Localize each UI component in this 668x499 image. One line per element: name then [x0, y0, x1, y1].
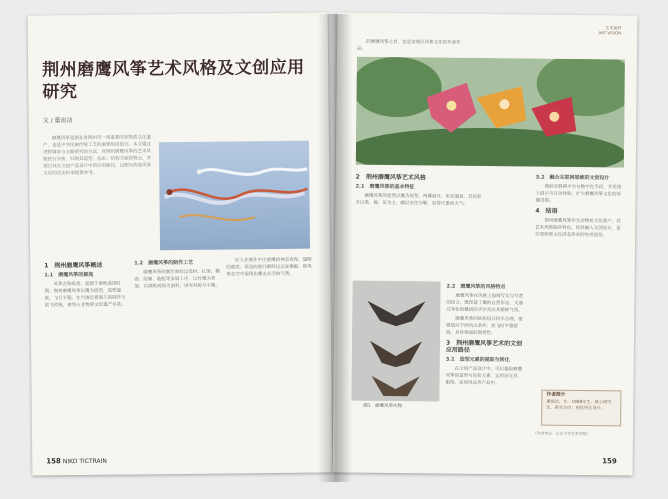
author-affiliation: （作者单位：长江大学艺术学院） — [532, 430, 590, 437]
subsection-heading: 1.2 磨鹰风筝的制作工艺 — [134, 259, 194, 267]
page-number: 159 — [602, 457, 617, 466]
right-column-1 — [355, 171, 483, 210]
subsection-heading: 2.1 磨鹰风筝的基本特征 — [355, 183, 415, 191]
kites-in-tree-photo — [356, 57, 625, 168]
author-line: 文 / 董雨洁 — [42, 117, 73, 125]
left-page — [28, 12, 333, 475]
body-paragraph: 磨鹰风筝的造型以鹰为原型，两翼展开，形态逼真。其色彩多以黑、褐、灰为主，辅以金色勾勒，显得庄重而大气。 — [355, 193, 482, 207]
section-heading: 3 荆州磨鹰风筝艺术的文创应用路径 — [445, 339, 523, 354]
left-column-1 — [44, 259, 129, 312]
right-top-text — [357, 39, 467, 56]
section-heading: 4 结语 — [535, 207, 558, 215]
header-en: ART VISION — [598, 30, 622, 36]
subsection-heading: 2.2 磨鹰风筝的风格特点 — [446, 283, 506, 291]
section-heading: 1 荆州磨鹰风筝概述 — [44, 261, 103, 270]
body-paragraph: 磨鹰风筝的制作需经过选材、扎架、糊面、绘制、装配等多道工序，以竹篾为骨架，以绵纸或绢为面料，讲究对称与平衡。 — [134, 269, 220, 290]
left-column-3 — [226, 257, 314, 281]
body-paragraph: 借助互联网平台与数字化手段，开发线上展示与互动体验，扩大磨鹰风筝文化的传播范围。 — [535, 184, 622, 204]
subsection-heading: 1.1 磨鹰风筝的源流 — [44, 271, 94, 279]
left-column-2 — [134, 258, 220, 293]
right-column-2 — [535, 173, 622, 242]
right-column-middle — [445, 282, 524, 390]
body-paragraph: 的磨鹰风筝之首，也是该地区风筝文化的代表作品。 — [357, 39, 461, 52]
subsection-heading: 3.1 造型元素的提取与转化 — [445, 356, 510, 364]
right-page — [333, 12, 638, 475]
header-cn: 艺术视野 — [605, 25, 622, 31]
section-heading: 2 荆州磨鹰风筝艺术风格 — [355, 173, 426, 182]
figure-caption: 图1 磨鹰风筝实物 — [363, 403, 403, 410]
body-paragraph: 荆州磨鹰风筝作为非物质文化遗产，其艺术风格独具特色。将其融入文创设计，是实现传统文化活态传承的有效途径。 — [535, 218, 621, 239]
kite-photo-blue-sky — [159, 141, 310, 251]
body-paragraph: 磨鹰风筝的结构设计科学合理，能够适应不同风力条件，放飞时平稳舒展，具有很强的观赏性。 — [446, 316, 523, 337]
eagle-kites-photo — [351, 281, 440, 402]
abstract: 磨鹰风筝是湖北省荆州市一项重要的非物质文化遗产，也是中华民族传统工艺的重要组成部分。本文通过田野调查与文献研究的方法，对荆州磨鹰风筝的艺术风格进行分析，归纳其造型、色彩、结构方面的特点，并探讨其在文创产品设计中的应用路径，以期为传统风筝文化的活态传承提供参考。 — [42, 135, 152, 177]
info-box-text: 董雨洁，女，1998年生，硕士研究生，研究方向：视觉传达设计。 — [546, 398, 612, 411]
page-number: 158 — [46, 457, 61, 466]
body-paragraph: 风筝古称纸鸢，起源于春秋战国时期。荆州磨鹰风筝以鹰为原型，造型逼真，飞行平稳，在当地有着悠久的制作与放飞传统，被列入非物质文化遗产名录。 — [44, 281, 126, 309]
article-title: 荆州磨鹰风筝艺术风格及文创应用研究 — [42, 57, 305, 103]
info-box-title: 作者简介 — [546, 392, 566, 398]
body-paragraph: 磨鹰风筝在风格上强调写实与写意的结合，既保留了鹰的自然形态，又通过夸张和概括的手法突出其精神气质。 — [446, 293, 523, 314]
page-folio-right — [602, 457, 617, 465]
magazine-name: NIKO TICTRAIN — [62, 457, 107, 466]
subsection-heading: 3.2 融合互联网思维的文创设计 — [535, 174, 610, 182]
page-folio-left — [46, 457, 107, 466]
author-info-box — [541, 390, 621, 427]
body-paragraph: 匠人在制作中注重鹰的神态表现，翅膀的弧度、尾羽的展开都经过反复推敲，使风筝在空中展现出鹰击长空的气势。 — [226, 257, 312, 278]
body-paragraph: 在文创产品设计中，可以提取磨鹰风筝的造型与色彩元素，运用到文具、服饰、家居用品等产品中。 — [445, 366, 523, 387]
section-header — [598, 25, 621, 35]
